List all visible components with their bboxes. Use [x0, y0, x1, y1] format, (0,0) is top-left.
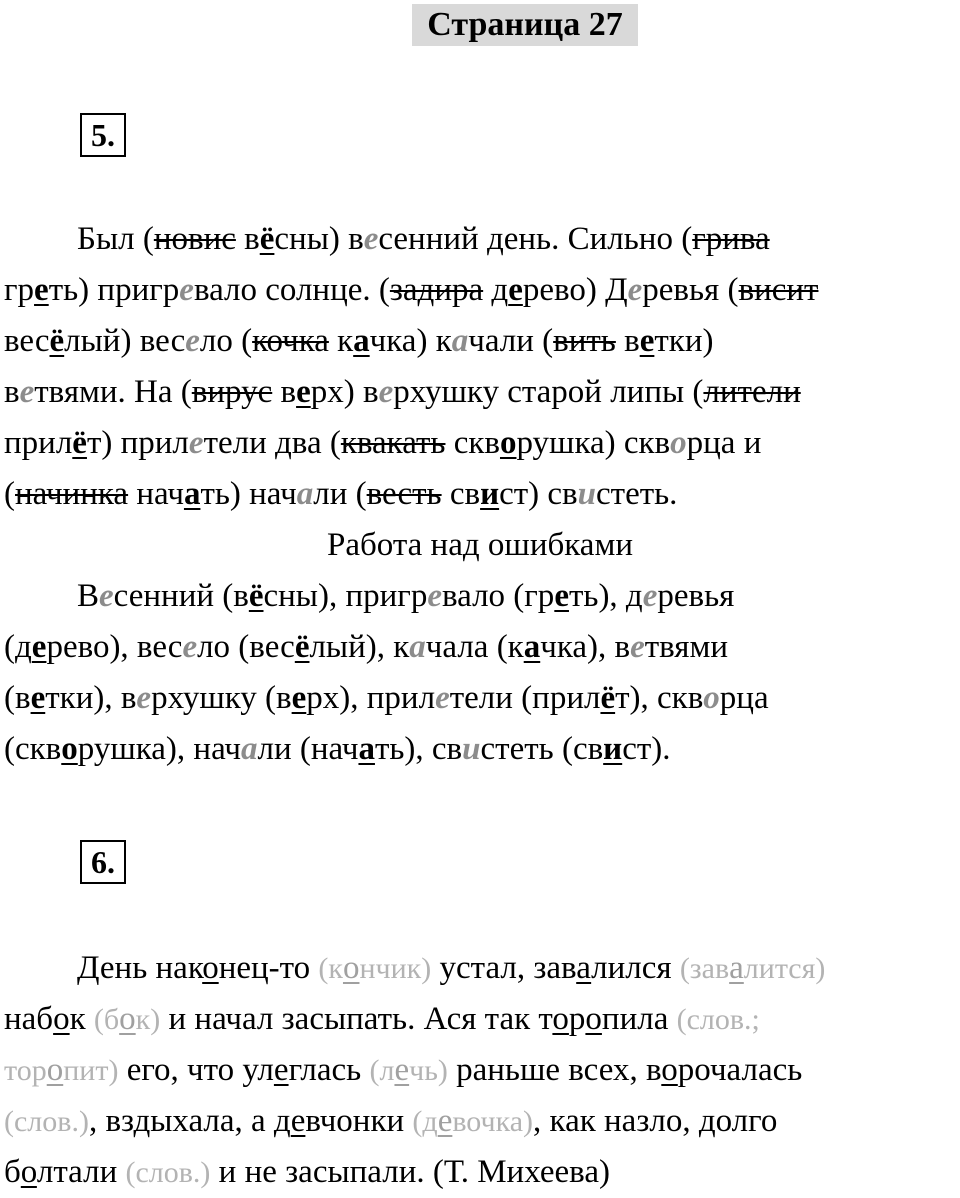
stress-check-letter: е: [291, 680, 307, 716]
hint-text: вочка): [452, 1105, 534, 1138]
unstressed-vowel: е: [19, 374, 35, 410]
stress-check-letter: а: [523, 629, 541, 665]
unstressed-vowel: о: [670, 425, 687, 461]
text-line: [4, 418, 956, 469]
text-segment: нач: [128, 476, 184, 512]
stress-check-letter: е: [554, 578, 569, 614]
stress-check-letter: ё: [294, 629, 310, 665]
text-segment: сенний (в: [113, 578, 249, 614]
text-segment: лился: [591, 950, 680, 986]
text-segment: лый), к: [309, 629, 410, 665]
struck-word: новис: [153, 221, 236, 257]
text-segment: , вздыхала, а д: [88, 1103, 291, 1139]
text-segment: День нак: [77, 950, 203, 986]
hint-text: пит): [63, 1054, 119, 1087]
stress-check-letter: ё: [72, 425, 87, 461]
text-segment: чка) к: [369, 323, 452, 359]
text-segment: рх) в: [310, 374, 379, 410]
stress-check-letter: е: [508, 272, 523, 308]
hint-text: тор: [4, 1054, 47, 1087]
text-segment: рушка) скв: [516, 425, 671, 461]
hint-text: (д: [412, 1105, 438, 1138]
struck-word: вить: [553, 323, 616, 359]
text-segment: сенний день. Сильно (: [378, 221, 693, 257]
text-segment: в: [235, 221, 260, 257]
text-segment: раньше всех, в: [447, 1052, 662, 1088]
text-segment: рушка), нач: [77, 731, 241, 767]
struck-word: весть: [366, 476, 442, 512]
text-segment: стеть.: [596, 476, 678, 512]
text-segment: к: [69, 1001, 94, 1037]
text-segment: д: [483, 272, 509, 308]
unstressed-vowel: е: [642, 578, 658, 614]
unstressed-vowel: а: [296, 476, 314, 512]
struck-word: лители: [703, 374, 801, 410]
text-segment: б: [4, 1154, 21, 1190]
hint-check-letter: о: [119, 1001, 136, 1037]
unstressed-vowel: е: [99, 578, 114, 614]
text-segment: и не засыпали. (Т. Михеева): [210, 1154, 610, 1190]
unstressed-vowel: е: [136, 680, 152, 716]
text-line: [4, 1045, 956, 1096]
stress-check-letter: и: [480, 476, 500, 512]
unstressed-vowel: е: [427, 578, 442, 614]
text-segment: р: [568, 1001, 586, 1037]
text-segment: и начал засыпать. Ася так т: [160, 1001, 553, 1037]
text-segment: рево) Д: [522, 272, 628, 308]
text-segment: твями: [644, 629, 729, 665]
text-segment: , как назло, долго: [533, 1103, 778, 1139]
orthogram-letter: о: [202, 950, 219, 986]
unstressed-vowel: е: [363, 221, 379, 257]
orthogram-letter: о: [661, 1052, 678, 1088]
orthogram-letter: о: [53, 1001, 70, 1037]
orthogram-letter: а: [576, 950, 592, 986]
text-segment: (д: [4, 629, 32, 665]
text-segment: ли (нач: [257, 731, 359, 767]
hint-text: чь): [409, 1054, 448, 1087]
text-segment: нец-то: [218, 950, 319, 986]
text-segment: рево), вес: [46, 629, 183, 665]
text-segment: лый) вес: [64, 323, 186, 359]
text-segment: ст) св: [499, 476, 578, 512]
hint-text: (слов.): [125, 1156, 211, 1189]
unstressed-vowel: е: [435, 680, 450, 716]
text-line: [4, 316, 956, 367]
text-segment: вес: [4, 323, 50, 359]
text-segment: вало солнце. (: [193, 272, 390, 308]
text-segment: в: [4, 374, 20, 410]
stress-check-letter: а: [183, 476, 201, 512]
struck-word: начинка: [15, 476, 129, 512]
stress-check-letter: о: [499, 425, 517, 461]
orthogram-letter: е: [273, 1052, 289, 1088]
text-segment: ревья (: [642, 272, 739, 308]
text-segment: скв: [445, 425, 500, 461]
text-segment: Был (: [77, 221, 154, 257]
stress-check-letter: е: [31, 629, 47, 665]
stress-check-letter: ё: [600, 680, 616, 716]
hint-check-letter: а: [729, 950, 744, 986]
text-segment: ревья: [657, 578, 735, 614]
text-segment: его, что ул: [118, 1052, 274, 1088]
task-6-paragraph: [4, 943, 956, 1198]
hint-check-letter: о: [342, 950, 360, 986]
text-segment: ст).: [622, 731, 671, 767]
struck-word: висит: [738, 272, 819, 308]
hint-text: (зав: [679, 952, 730, 985]
hint-check-letter: о: [46, 1052, 64, 1088]
text-segment: рх), прил: [306, 680, 436, 716]
struck-word: задира: [389, 272, 484, 308]
stress-check-letter: ё: [259, 221, 275, 257]
text-line: [4, 367, 956, 418]
stress-check-letter: ё: [248, 578, 264, 614]
text-segment: ть) пригр: [48, 272, 180, 308]
unstressed-vowel: о: [703, 680, 720, 716]
text-segment: В: [77, 578, 100, 614]
text-segment: вчонки: [305, 1103, 413, 1139]
text-segment: чала (к: [425, 629, 524, 665]
unstressed-vowel: е: [627, 272, 643, 308]
text-segment: прил: [4, 425, 73, 461]
text-segment: устал, зав: [431, 950, 577, 986]
orthogram-letter: о: [552, 1001, 569, 1037]
hint-text: (слов.): [4, 1105, 89, 1138]
text-segment: тели два (: [203, 425, 341, 461]
text-segment: св: [441, 476, 481, 512]
text-segment: тки): [654, 323, 714, 359]
text-segment: чка), в: [540, 629, 631, 665]
struck-word: вирус: [191, 374, 273, 410]
unstressed-vowel: е: [182, 629, 198, 665]
text-segment: глась: [288, 1052, 370, 1088]
text-line: [4, 1096, 956, 1147]
text-segment: гр: [4, 272, 35, 308]
text-line: [4, 1147, 956, 1198]
hint-text: к): [135, 1003, 161, 1036]
stress-check-letter: е: [296, 374, 311, 410]
struck-word: кочка: [252, 323, 329, 359]
text-line: [4, 724, 956, 775]
text-line: [4, 469, 956, 520]
text-segment: (в: [4, 680, 31, 716]
text-segment: сны), пригр: [263, 578, 428, 614]
hint-text: (к: [318, 952, 343, 985]
hint-text: (слов.;: [676, 1003, 760, 1036]
stress-check-letter: о: [61, 731, 78, 767]
text-segment: рочалась: [677, 1052, 803, 1088]
text-line: [4, 943, 956, 994]
text-segment: ть), д: [568, 578, 643, 614]
unstressed-vowel: е: [179, 272, 194, 308]
stress-check-letter: а: [353, 323, 370, 359]
text-segment: рца: [719, 680, 769, 716]
hint-text: лится): [743, 952, 826, 985]
text-segment: вало (гр: [441, 578, 555, 614]
text-segment: в: [615, 323, 640, 359]
text-segment: ть), св: [374, 731, 463, 767]
text-segment: к: [328, 323, 354, 359]
text-line: [4, 622, 956, 673]
stress-check-letter: и: [603, 731, 623, 767]
text-segment: ли (: [313, 476, 367, 512]
orthogram-letter: о: [585, 1001, 602, 1037]
task-5-text: [4, 214, 956, 775]
struck-word: грива: [692, 221, 770, 257]
text-line: [4, 214, 956, 265]
unstressed-vowel: а: [409, 629, 426, 665]
text-segment: наб: [4, 1001, 54, 1037]
unstressed-vowel: и: [577, 476, 596, 512]
stress-check-letter: е: [34, 272, 49, 308]
text-segment: в: [272, 374, 297, 410]
hint-text: (л: [369, 1054, 395, 1087]
text-segment: т), скв: [615, 680, 704, 716]
unstressed-vowel: а: [451, 323, 469, 359]
stress-check-letter: е: [30, 680, 46, 716]
unstressed-vowel: а: [241, 731, 258, 767]
text-segment: рхушку (в: [151, 680, 292, 716]
orthogram-letter: е: [290, 1103, 306, 1139]
text-line: [4, 571, 956, 622]
struck-word: квакать: [340, 425, 446, 461]
hint-check-letter: е: [394, 1052, 410, 1088]
task-number-6: 6.: [80, 840, 126, 884]
task-5-corrections: [4, 571, 956, 775]
task-number-5: 5.: [80, 113, 126, 157]
unstressed-vowel: е: [378, 374, 394, 410]
stress-check-letter: е: [639, 323, 655, 359]
text-segment: сны) в: [274, 221, 364, 257]
unstressed-vowel: и: [462, 731, 481, 767]
text-segment: чали (: [468, 323, 554, 359]
task-6-text: [4, 943, 956, 1198]
orthogram-letter: о: [20, 1154, 37, 1190]
text-segment: тели (прил: [449, 680, 601, 716]
unstressed-vowel: е: [185, 323, 200, 359]
hint-check-letter: е: [437, 1103, 453, 1139]
text-segment: твями. На (: [34, 374, 192, 410]
hint-text: (б: [93, 1003, 120, 1036]
text-segment: (скв: [4, 731, 62, 767]
page-title: Страница 27: [412, 4, 638, 46]
text-line: [4, 673, 956, 724]
text-segment: рхушку старой липы (: [393, 374, 704, 410]
corrections-heading: Работа над ошибками: [326, 527, 633, 563]
text-segment: пила: [601, 1001, 677, 1037]
task-5-paragraph: [4, 214, 956, 520]
text-segment: тки), в: [45, 680, 137, 716]
text-segment: ть) нач: [200, 476, 297, 512]
unstressed-vowel: е: [188, 425, 204, 461]
text-segment: ло (вес: [197, 629, 295, 665]
stress-check-letter: а: [358, 731, 375, 767]
text-segment: т) прил: [86, 425, 189, 461]
text-segment: рца и: [686, 425, 762, 461]
text-segment: стеть (св: [480, 731, 604, 767]
text-segment: лтали: [36, 1154, 126, 1190]
text-segment: ло (: [199, 323, 253, 359]
unstressed-vowel: е: [630, 629, 645, 665]
text-segment: (: [4, 476, 15, 512]
hint-text: нчик): [359, 952, 432, 985]
text-line: [4, 994, 956, 1045]
text-line: [4, 265, 956, 316]
stress-check-letter: ё: [49, 323, 65, 359]
